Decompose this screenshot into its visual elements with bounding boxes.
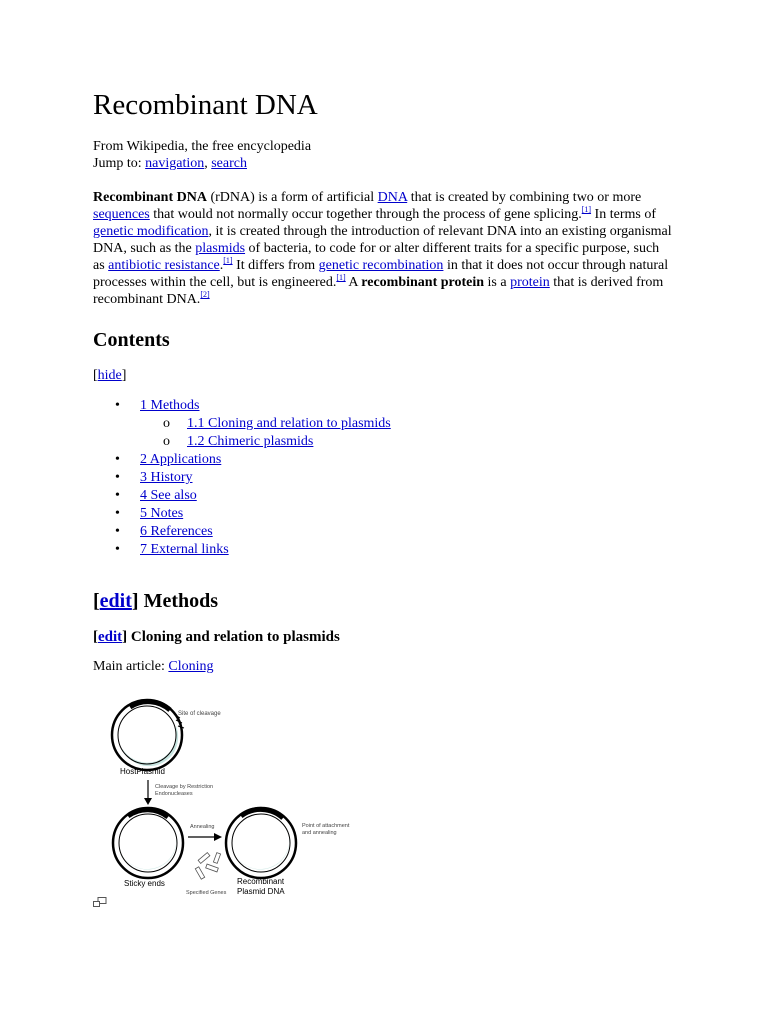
cleave-label-2: Endonucleases bbox=[155, 791, 193, 797]
toc-link-notes[interactable]: 5 Notes bbox=[140, 506, 184, 521]
recomb-plasmid-outer bbox=[226, 808, 296, 878]
dna-link[interactable]: DNA bbox=[377, 190, 408, 205]
ref-link[interactable]: [1] bbox=[336, 273, 346, 282]
toc-item bbox=[93, 451, 673, 469]
page-title: Recombinant DNA bbox=[93, 89, 318, 121]
contents-heading: Contents bbox=[93, 329, 170, 351]
toc-sublist bbox=[140, 415, 673, 451]
navigation-link[interactable]: navigation bbox=[145, 156, 205, 171]
toc-item bbox=[93, 541, 673, 559]
sequences-link[interactable]: sequences bbox=[93, 207, 150, 222]
recombinant-plasmid-diagram[interactable] bbox=[108, 696, 388, 904]
toc-link-cloning[interactable]: 1.1 Cloning and relation to plasmids bbox=[187, 416, 391, 431]
protein-link[interactable]: protein bbox=[510, 275, 550, 290]
toc-item bbox=[140, 433, 673, 451]
toc-item bbox=[93, 487, 673, 505]
site-label: Site of cleavage bbox=[178, 711, 221, 717]
search-link[interactable]: search bbox=[211, 156, 247, 171]
host-plasmid-outer bbox=[112, 700, 182, 770]
toc-item bbox=[93, 469, 673, 487]
ref-link[interactable]: [1] bbox=[223, 256, 233, 265]
antibiotic-resistance-link[interactable]: antibiotic resistance bbox=[108, 258, 220, 273]
ref-link[interactable]: [1] bbox=[581, 205, 592, 214]
genetic-recombination-link[interactable]: genetic recombination bbox=[318, 258, 444, 273]
sticky-plasmid-outer bbox=[113, 808, 183, 878]
enlarge-icon[interactable] bbox=[93, 897, 107, 908]
ref-link[interactable]: [2] bbox=[200, 290, 210, 299]
recomb-label-1: Recombinant bbox=[237, 877, 285, 886]
jump-line: Jump to: navigation, search bbox=[93, 156, 247, 171]
site-sub bbox=[93, 138, 673, 172]
attach-label-1: Point of attachment bbox=[302, 823, 350, 829]
toc-item bbox=[93, 505, 673, 523]
toc-link-history[interactable]: 3 History bbox=[140, 470, 193, 485]
toc-list bbox=[93, 397, 673, 559]
toc-item bbox=[93, 523, 673, 541]
sticky-label: Sticky ends bbox=[124, 879, 165, 888]
attach-label-2: and annealing bbox=[302, 830, 337, 836]
article bbox=[93, 86, 673, 676]
toc-link-references[interactable]: 6 References bbox=[140, 524, 213, 539]
plasmids-link[interactable]: plasmids bbox=[195, 241, 246, 256]
genetic-modification-link[interactable]: genetic modification bbox=[93, 224, 209, 239]
edit-link[interactable]: edit bbox=[98, 629, 123, 645]
cloning-link[interactable]: Cloning bbox=[168, 659, 214, 674]
specified-label: Specified Genes bbox=[186, 890, 227, 896]
recomb-label-2: Plasmid DNA bbox=[237, 887, 285, 896]
gene-fragments bbox=[195, 853, 220, 880]
toc-link-applications[interactable]: 2 Applications bbox=[140, 452, 222, 467]
edit-link[interactable]: edit bbox=[99, 590, 132, 612]
from-line: From Wikipedia, the free encyclopedia bbox=[93, 139, 312, 154]
annealing-label: Annealing bbox=[190, 824, 215, 830]
hide-link[interactable]: hide bbox=[97, 368, 122, 383]
methods-heading: [edit] Methods bbox=[93, 590, 219, 612]
toc-link-see-also[interactable]: 4 See also bbox=[140, 488, 197, 503]
main-article-line: Main article: Cloning bbox=[93, 659, 214, 674]
toc-item bbox=[93, 397, 673, 451]
toc-link-external[interactable]: 7 External links bbox=[140, 542, 229, 557]
arrow-right-head bbox=[214, 833, 222, 841]
toc-toggle: [hide] bbox=[93, 368, 127, 383]
toc-item bbox=[140, 415, 673, 433]
cleave-label-1: Cleavage by Restriction bbox=[155, 784, 214, 790]
toc-link-methods[interactable]: 1 Methods bbox=[140, 398, 200, 413]
host-label: HostPlasmid bbox=[120, 767, 165, 776]
arrow-down-head bbox=[144, 798, 152, 805]
cloning-heading: [edit] Cloning and relation to plasmids bbox=[93, 629, 340, 645]
toc-link-chimeric[interactable]: 1.2 Chimeric plasmids bbox=[187, 434, 314, 449]
intro-paragraph: Recombinant DNA (rDNA) is a form of artificial DNA that is created by combining two or more sequences that would not normally occur together through the process of gene splicing.[1] In terms of genetic modification, it is created through the introduction of relevant DNA into an existing organismal DNA, such as the plasmids of bacteria, to code for or alter different traits for a specific purpose, such as antibiotic resistance.[1] It differs from genetic recombination in that it does not occur through natural processes within the cell, but is engineered.[1] A recombinant protein is a protein that is derived from recombinant DNA.[2] bbox=[93, 190, 672, 307]
